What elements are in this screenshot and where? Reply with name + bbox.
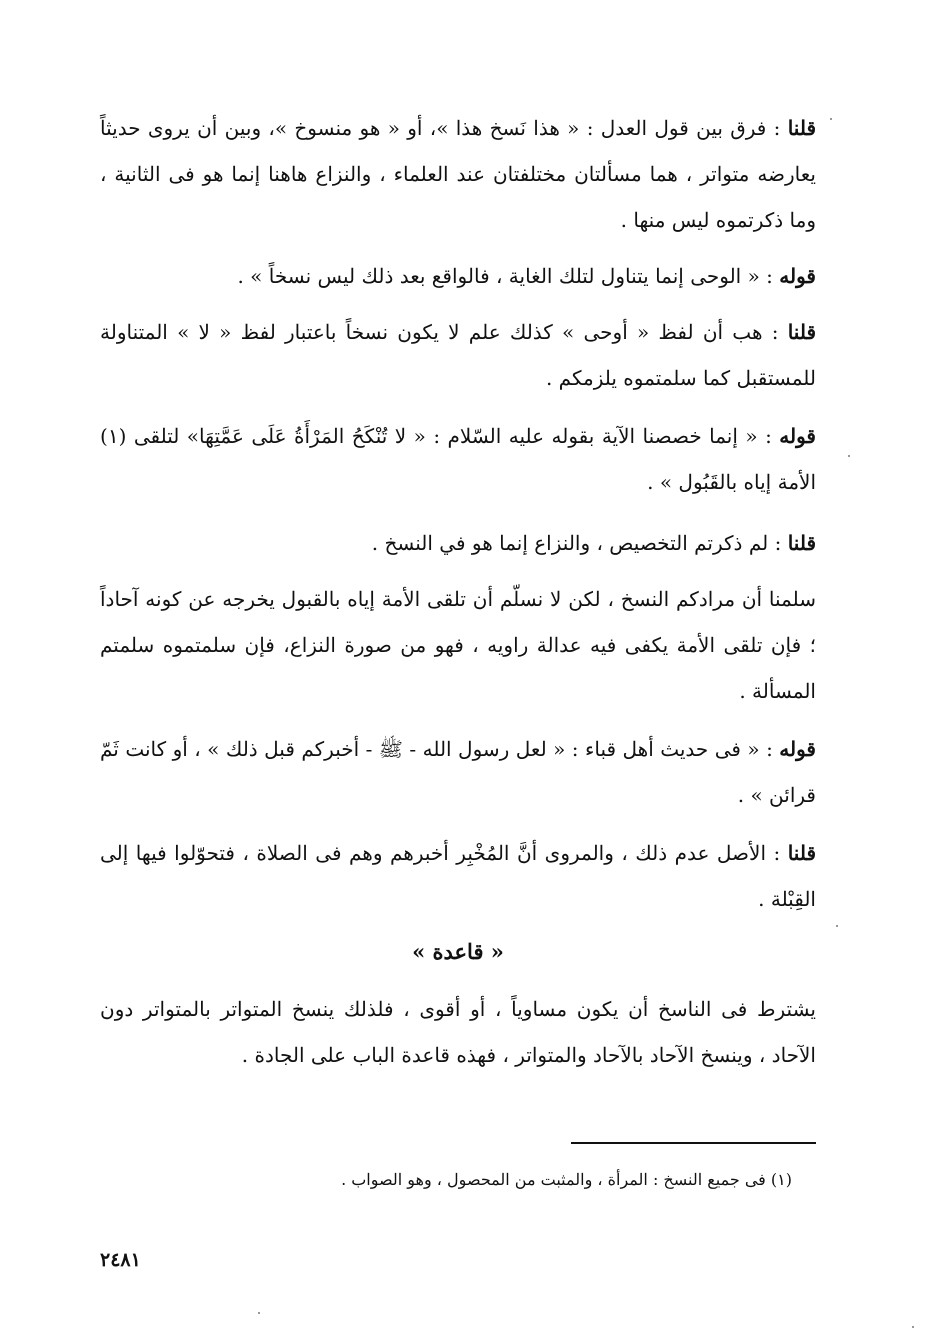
paragraph-3 — [100, 309, 816, 401]
paragraph-label: قوله — [779, 264, 816, 288]
paragraph-2 — [100, 253, 816, 299]
footnote-divider — [571, 1142, 816, 1144]
scan-speck — [848, 455, 850, 457]
page-number: ٢٤٨١ — [100, 1249, 141, 1271]
paragraph-text: : لم ذكرتم التخصيص ، والنزاع إنما هو في النسخ . — [371, 531, 782, 555]
paragraph-label: قوله — [779, 424, 816, 448]
scan-speck — [830, 118, 832, 120]
rule-paragraph — [100, 986, 816, 1078]
paragraph-label: قلنا — [787, 841, 817, 865]
paragraph-8 — [100, 830, 816, 922]
paragraph-label: قلنا — [787, 531, 816, 555]
paragraph-text: : « فى حديث أهل قباء : « لعل رسول الله - ﷺ - أخبركم قبل ذلك » ، أو كانت ثَمّ قرائن » . — [100, 737, 816, 807]
section-heading: « قاعدة » — [412, 939, 504, 964]
scan-speck — [258, 1312, 260, 1314]
paragraph-1 — [100, 105, 816, 243]
paragraph-text: : « الوحى إنما يتناول لتلك الغاية ، فالواقع بعد ذلك ليس نسخاً » . — [237, 264, 773, 288]
paragraph-5 — [100, 520, 816, 566]
paragraph-7 — [100, 726, 816, 818]
paragraph-text: : « إنما خصصنا الآية بقوله عليه السّلام : « لا تُنْكَحُ المَرْأَةُ عَلَى عَمَّتِهَا» لتلقى (١) الأمة إياه بالقَبُول » . — [100, 424, 816, 494]
paragraph-text: سلمنا أن مرادكم النسخ ، لكن لا نسلّم أن تلقى الأمة إياه بالقبول يخرجه عن كونه آحاداً ؛ فإن تلقى الأمة يكفى فيه عدالة راويه ، فهو من صورة النزاع، فإن سلمتموه سلمتم المسألة . — [100, 587, 816, 703]
paragraph-text: : الأصل عدم ذلك ، والمروى أنَّ المُخْبِر أخبرهم وهم فى الصلاة ، فتحوّلوا فيها إلى القِبْلة . — [100, 841, 816, 911]
scan-speck — [912, 1326, 914, 1328]
paragraph-label: قلنا — [787, 320, 817, 344]
paragraph-text: : فرق بين قول العدل : « هذا نَسخ هذا »، أو « هو منسوخ »، وبين أن يروى حديثاً يعارضه متواتر ، هما مسألتان مختلفتان عند العلماء ، والنزاع هاهنا إنما هو فى الثانية ، وما ذكرتموه ليس منها . — [100, 116, 816, 232]
paragraph-4 — [100, 413, 816, 505]
paragraph-6 — [100, 576, 816, 714]
paragraph-text: : هب أن لفظ « أوحى » كذلك علم لا يكون نسخاً باعتبار لفظ « لا » المتناولة للمستقبل كما سلمتموه يلزمكم . — [100, 320, 816, 390]
paragraph-label: قلنا — [787, 116, 817, 140]
paragraph-label: قوله — [779, 737, 816, 761]
footnote: (١) فى جميع النسخ : المرأة ، والمثبت من المحصول ، وهو الصواب . — [341, 1170, 792, 1189]
paragraph-text: يشترط فى الناسخ أن يكون مساوياً ، أو أقوى ، فلذلك ينسخ المتواتر بالمتواتر دون الآحاد ، وينسخ الآحاد بالآحاد والمتواتر ، فهذه قاعدة الباب على الجادة . — [100, 997, 816, 1067]
scan-speck — [836, 925, 838, 927]
